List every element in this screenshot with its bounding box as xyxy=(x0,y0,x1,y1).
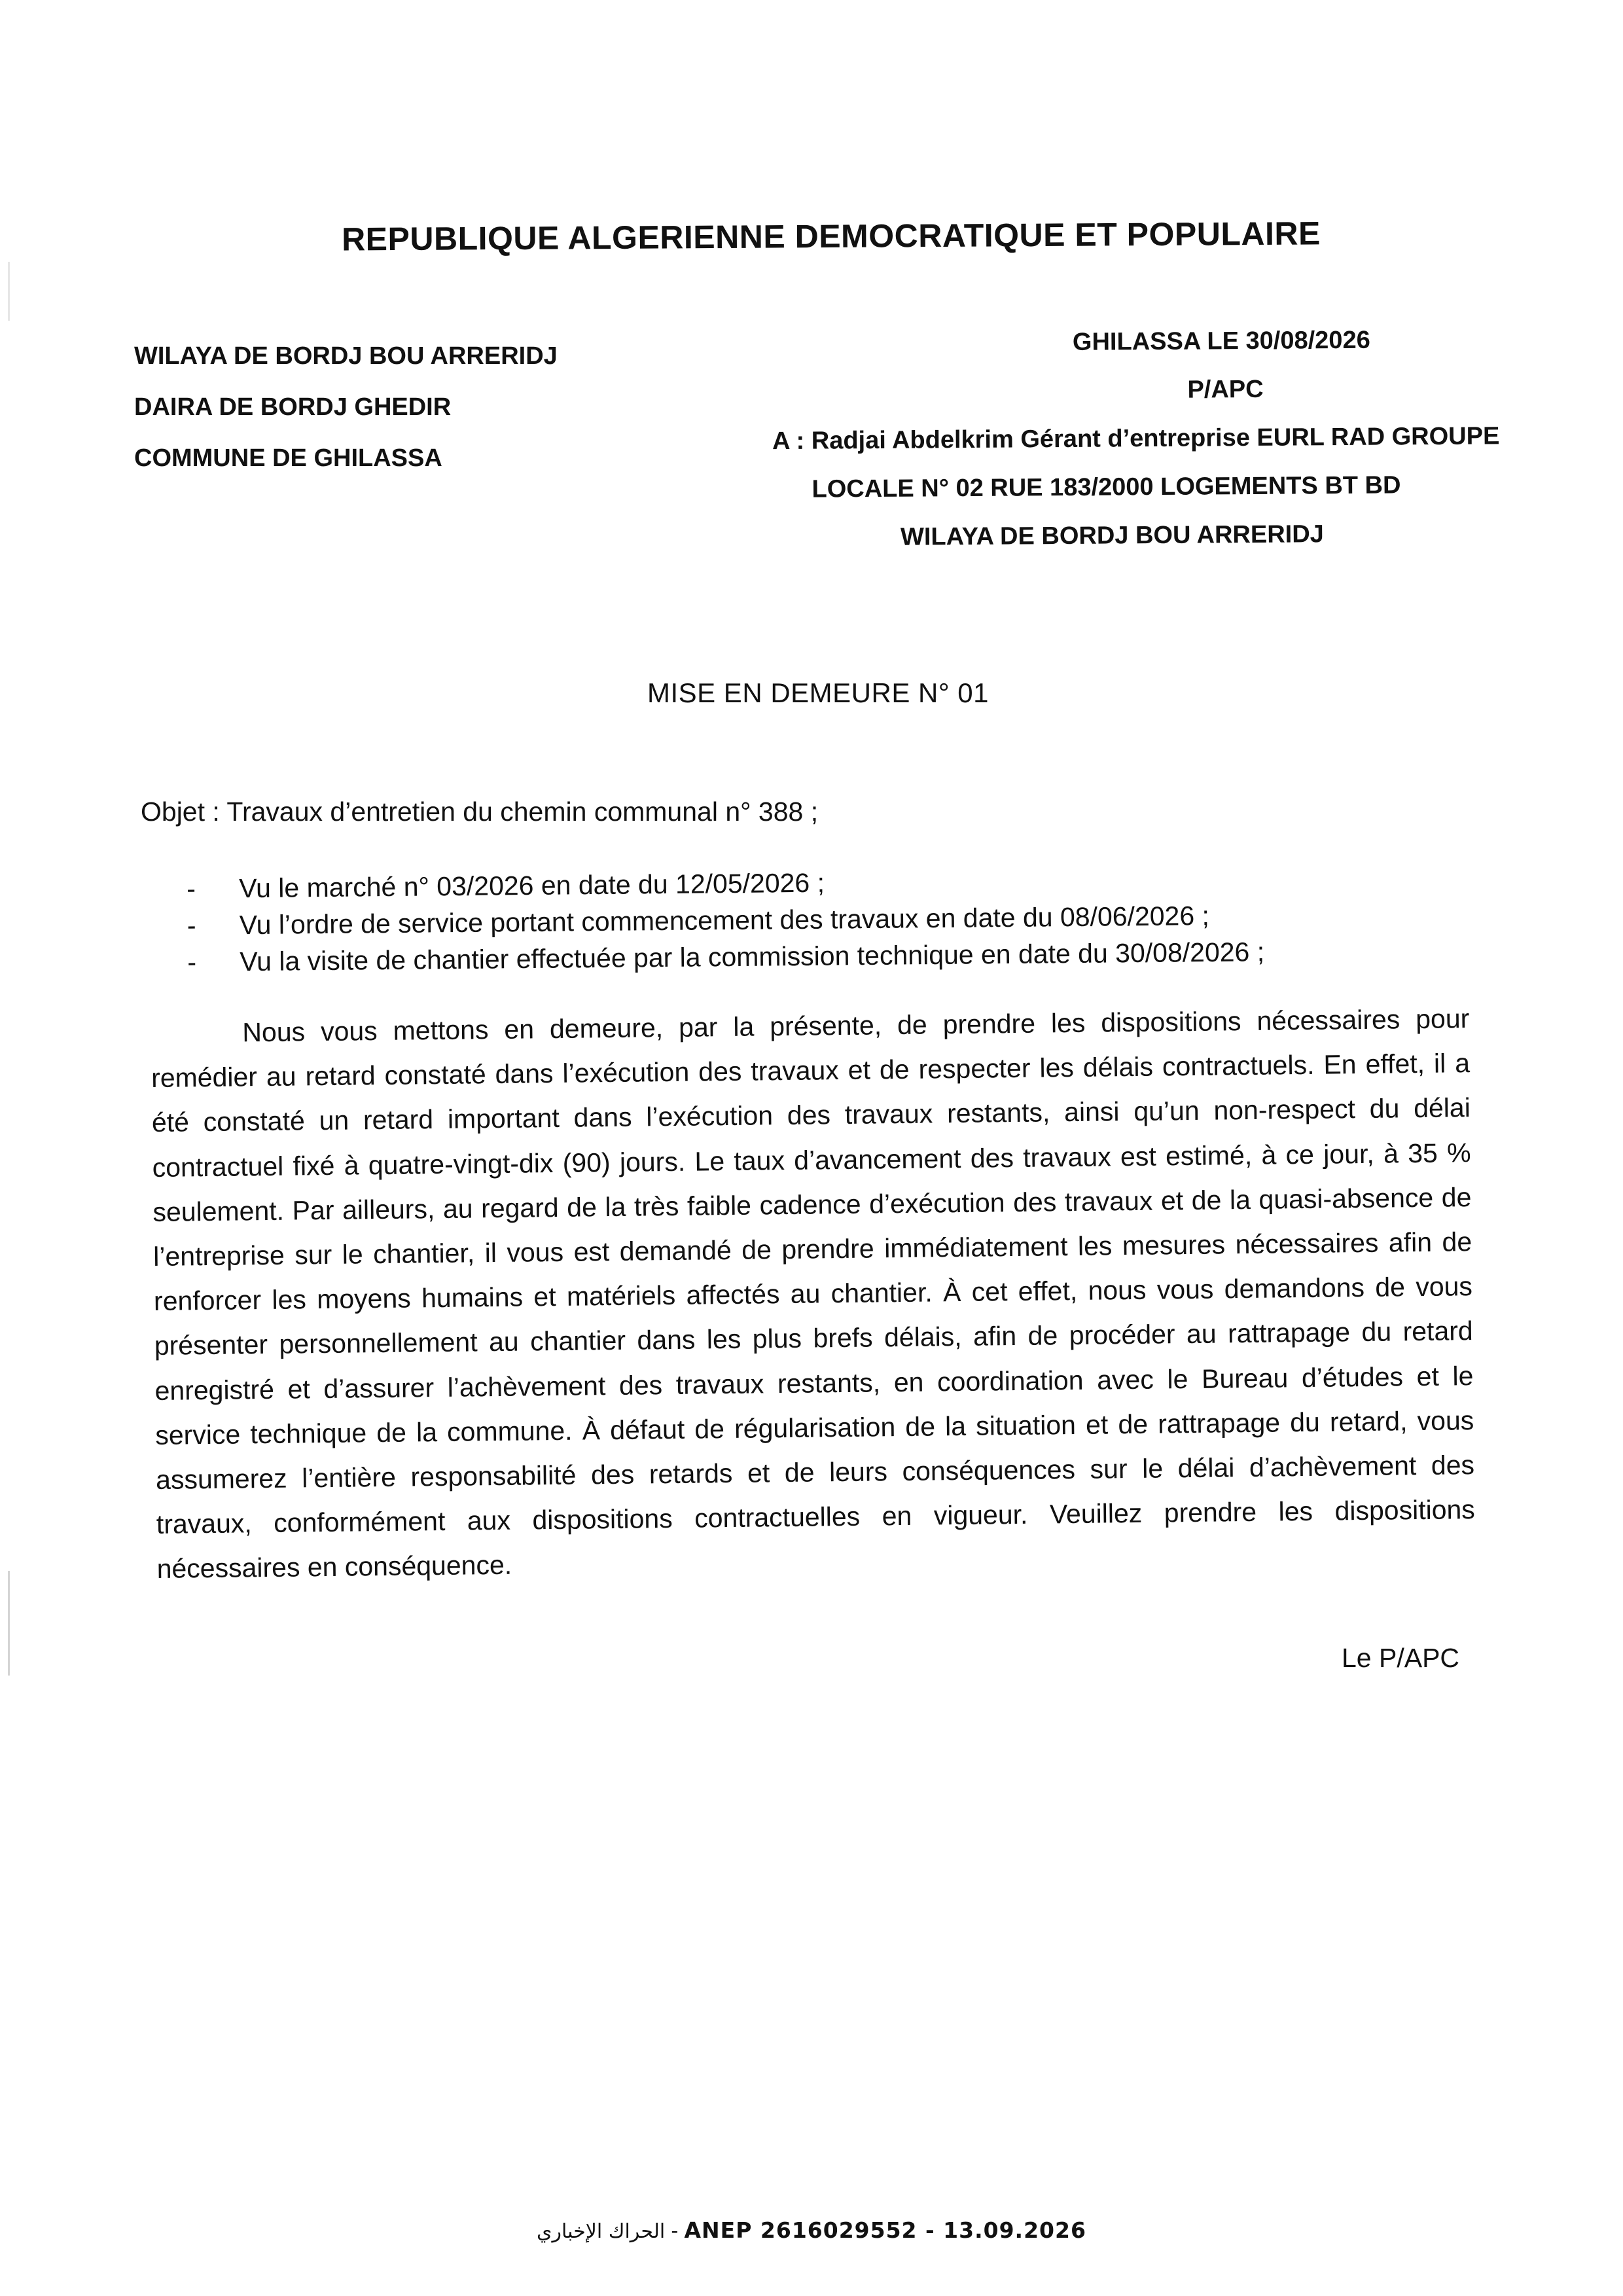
recipient-name: A : Radjai Abdelkrim Gérant d’entreprise EURL RAD GROUPE xyxy=(772,422,1500,456)
place-date: GHILASSA LE 30/08/2026 xyxy=(1072,326,1370,356)
list-marker: - xyxy=(187,910,196,941)
subject-line: Objet : Travaux d’entretien du chemin communal n° 388 ; xyxy=(141,797,819,827)
publication-footer xyxy=(0,2217,1623,2243)
list-marker: - xyxy=(187,873,196,904)
signature-line: Le P/APC xyxy=(1342,1643,1460,1673)
body-paragraph: Nous vous mettons en demeure, par la présente, de prendre les dispositions nécessaires pour remédier au retard constaté dans l’exécution des travaux et de respecter les délais contractuels. En effet, il a été constaté un retard important dans l’exécution des travaux restants, ainsi qu’un non-respect du délai contractuel fixé à quatre-vingt-dix (90) jours. Le taux d’avancement des travaux est estimé, à ce jour, à 35 % seulement. Par ailleurs, au regard de la très faible cadence d’exécution des travaux et de la quasi-absence de l’entreprise sur le chantier, il vous est demandé de prendre immédiatement les mesures nécessaires afin de renforcer les moyens humains et matériels affectés au chantier. À cet effet, nous vous demandons de vous présenter personnellement au chantier dans les plus brefs délais, afin de procéder au rattrapage du retard enregistré et d’assurer l’achèvement des travaux restants, en coordination avec le Bureau d’études et le service technique de la commune. À défaut de régularisation de la situation et de rattrapage du retard, vous assumerez l’entière responsabilité des retards et de leurs conséquences sur le délai d’achèvement des travaux, conformément aux dispositions contractuelles en vigueur. Veuillez prendre les dispositions nécessaires en conséquence. xyxy=(151,1003,1476,1585)
document-title: REPUBLIQUE ALGERIENNE DEMOCRATIQUE ET POPULAIRE xyxy=(341,215,1321,258)
scan-edge-mark xyxy=(8,262,10,321)
sender-block xyxy=(134,331,723,484)
reference-text: Vu le marché n° 03/2026 en date du 12/05/2026 ; xyxy=(239,867,825,904)
from-line: P/APC xyxy=(1187,375,1264,404)
recipient-wilaya: WILAYA DE BORDJ BOU ARRERIDJ xyxy=(900,520,1324,551)
sender-daira: DAIRA DE BORDJ GHEDIR xyxy=(134,393,452,421)
references-list xyxy=(187,858,1510,980)
recipient-address: LOCALE N° 02 RUE 183/2000 LOGEMENTS BT BD xyxy=(812,471,1401,503)
list-marker: - xyxy=(187,946,197,977)
footer-anep-reference: ANEP 2616029552 - 13.09.2026 xyxy=(684,2217,1086,2243)
recipient-block xyxy=(752,315,1559,563)
reference-text: Vu la visite de chantier effectuée par la commission technique en date du 30/08/2026 ; xyxy=(240,937,1265,977)
sender-wilaya: WILAYA DE BORDJ BOU ARRERIDJ xyxy=(134,342,558,370)
footer-separator: - xyxy=(665,2218,685,2242)
notice-title: MISE EN DEMEURE N° 01 xyxy=(647,677,990,708)
sender-commune: COMMUNE DE GHILASSA xyxy=(134,444,442,472)
reference-text: Vu l’ordre de service portant commencement des travaux en date du 08/06/2026 ; xyxy=(239,901,1210,941)
footer-newspaper-name: الحراك الإخباري xyxy=(537,2220,666,2243)
scan-edge-mark xyxy=(8,1571,10,1676)
